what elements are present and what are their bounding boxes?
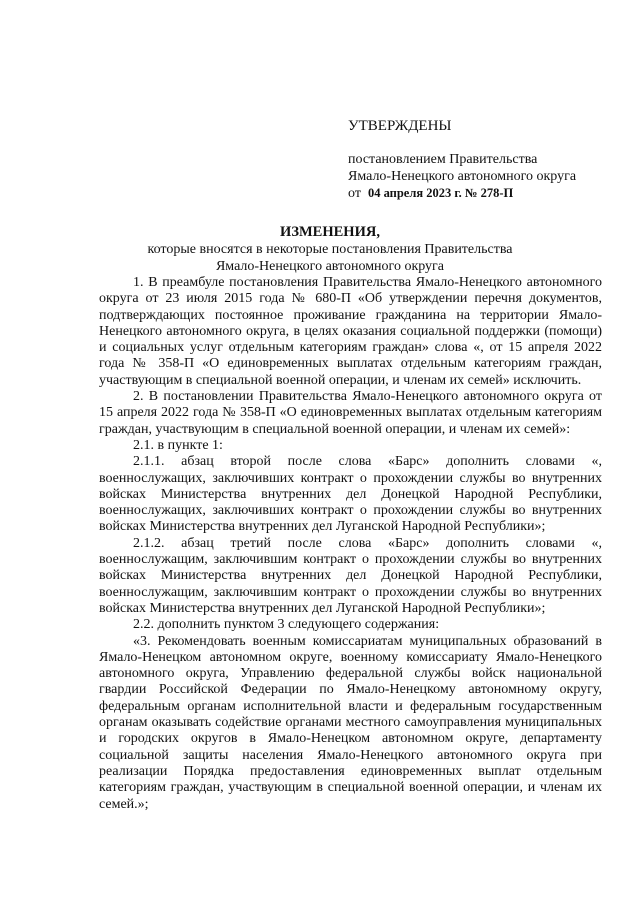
- approval-heading: УТВЕРЖДЕНЫ: [348, 118, 452, 134]
- paragraph-2-1: 2.1. в пункте 1:: [133, 437, 223, 453]
- paragraph-1: 1. В преамбуле постановления Правительства Ямало-Ненецкого автономного округа от 23 июля 2015 года № 680-П «Об утверждении перечня документов, подтверждающих постоянное проживание гражданина на территории Ямало-Ненецкого автономного округа, в целях оказания социальной поддержки (помощи) и социальных услуг отдельным категориям граждан» слова «, от 15 апреля 2022 года № 358-П «О единовременных выплатах отдельным категориям граждан, участвующим в специальной военной операции, и членам их семей» исключить.: [99, 275, 602, 388]
- approval-line-2: Ямало-Ненецкого автономного округа: [348, 169, 577, 184]
- paragraph-2-1-2: 2.1.2. абзац третий после слова «Барс» дополнить словами «, военнослужащим, заключившим контракт о прохождении службы во внутренних войсках Министерства внутренних дел Донецкой Народной Республики, военнослужащим, заключившим контракт о прохождении службы во внутренних войсках Министерства внутренних дел Луганской Народной Республики»;: [99, 535, 602, 616]
- approval-line-1: постановлением Правительства: [348, 152, 538, 167]
- paragraph-2-1-1: 2.1.1. абзац второй после слова «Барс» дополнить словами «, военнослужащих, заключивших контракт о прохождении службы во внутренних войсках Министерства внутренних дел Донецкой Народной Республики, военнослужащих, заключивших контракт о прохождении службы во внутренних войсках Министерства внутренних дел Луганской Народной Республики»;: [99, 454, 602, 535]
- paragraph-2: 2. В постановлении Правительства Ямало-Ненецкого автономного округа от 15 апреля 2022 года № 358-П «О единовременных выплатах отдельным категориям граждан, участвующим в специальной военной операции, и членам их семей»:: [99, 389, 602, 437]
- decree-date-number: 04 апреля 2023 г. № 278-П: [367, 186, 514, 200]
- approval-block: [348, 118, 628, 202]
- document-subtitle-line-1: которые вносятся в некоторые постановления Правительства: [147, 242, 513, 257]
- title-block: [60, 224, 600, 275]
- decree-date-line: [348, 185, 628, 202]
- decree-prefix: от: [348, 186, 361, 201]
- document-body: [99, 275, 602, 813]
- paragraph-2-2: 2.2. дополнить пунктом 3 следующего содержания:: [133, 617, 440, 633]
- paragraph-3-quote: «3. Рекомендовать военным комиссариатам муниципальных образований в Ямало-Ненецком автономном округе, военному комиссариату Ямало-Ненецкого автономного округа, Управлению федеральной службы войск национальной гвардии Российской Федерации по Ямало-Ненецкому автономному округу, федеральным органам исполнительной власти и федеральным государственным органам оказывать содействие органами местного самоуправления муниципальных и городских округов в Ямало-Ненецком автономном округе, департаменту социальной защиты населения Ямало-Ненецкого автономного округа при реализации Порядка предоставления единовременных выплат отдельным категориям граждан, участвующим в специальной военной операции, и членам их семей.»;: [99, 633, 602, 812]
- document-subtitle-line-2: Ямало-Ненецкого автономного округа: [215, 259, 445, 274]
- document-title: ИЗМЕНЕНИЯ,: [280, 224, 380, 240]
